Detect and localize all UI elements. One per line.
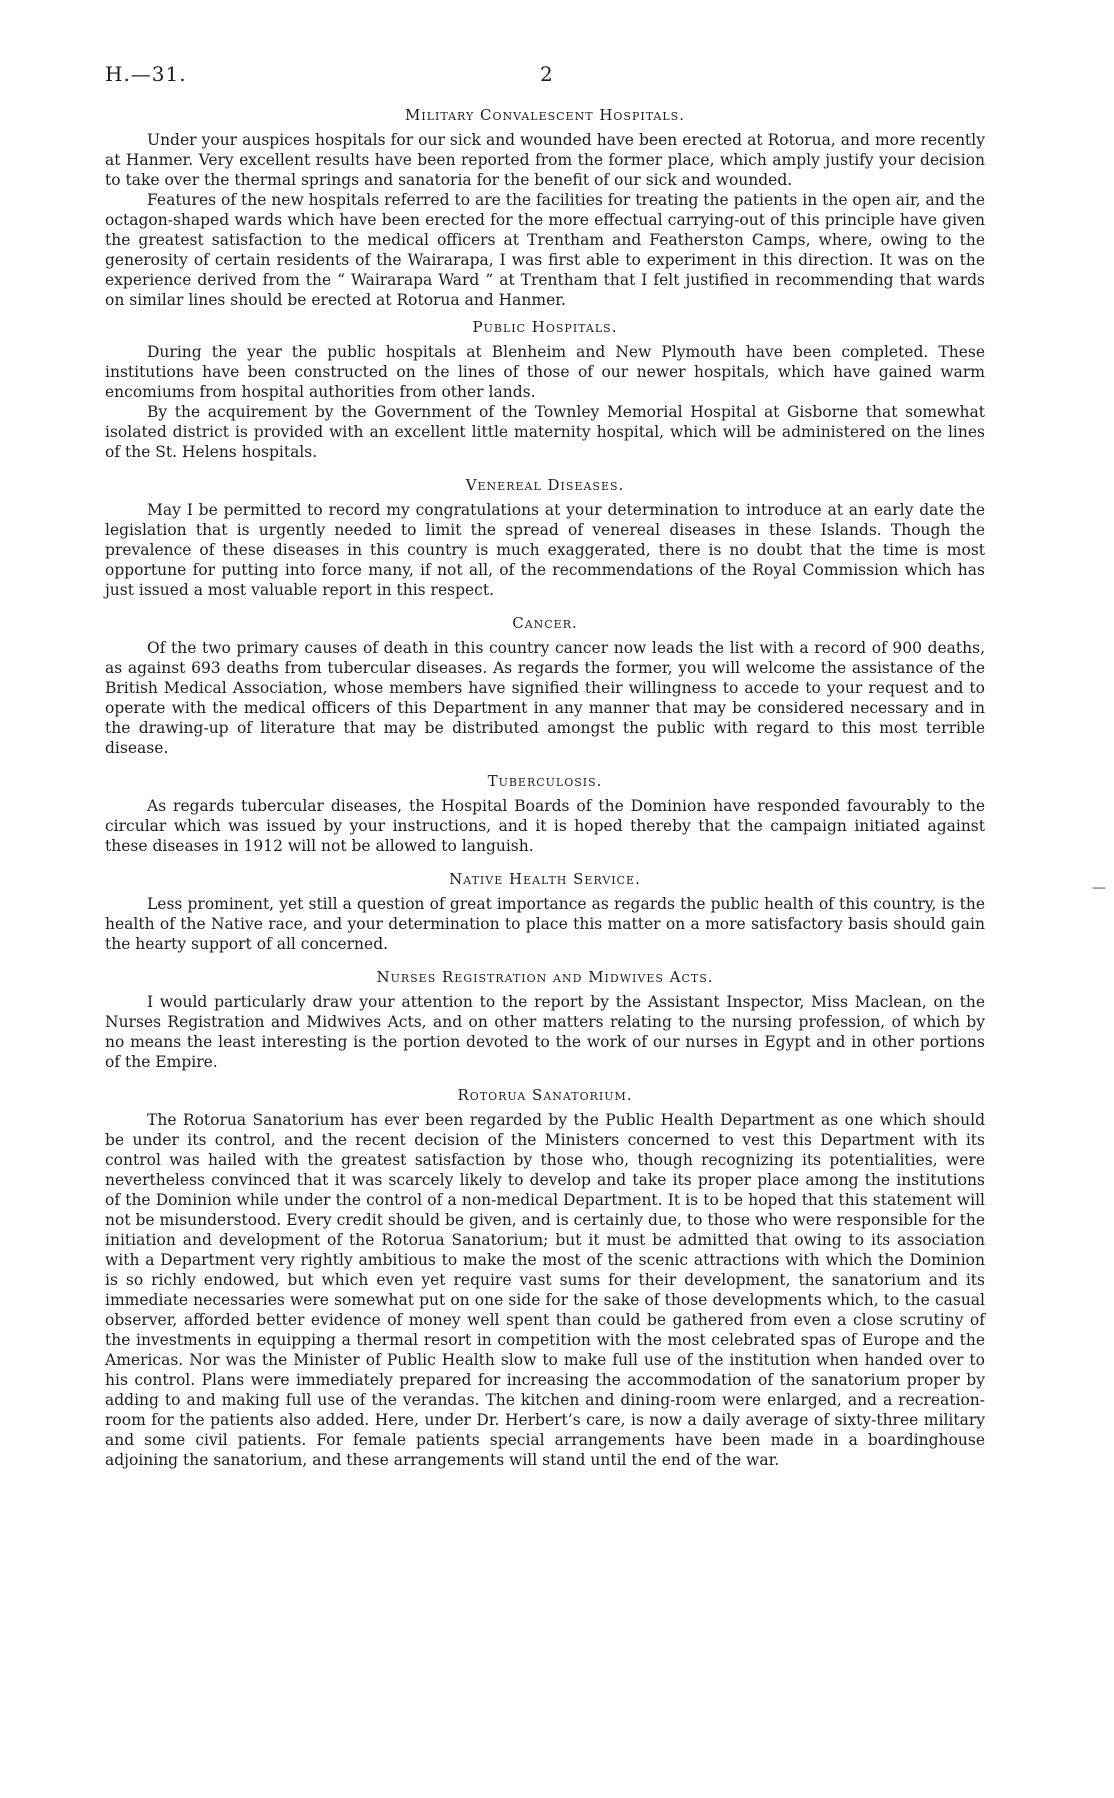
section-heading: Nurses Registration and Midwives Acts.	[376, 968, 714, 986]
margin-dash-mark: —	[1092, 880, 1106, 896]
section-heading: Native Health Service.	[449, 870, 641, 888]
section-public-hospitals	[105, 318, 985, 462]
section-venereal-diseases	[105, 476, 985, 600]
page-number: 2	[540, 62, 553, 86]
section-heading: Venereal Diseases.	[465, 476, 625, 494]
paragraph: I would particularly draw your attention to the report by the Assistant Inspector, Miss Maclean, on the Nurses Registration and Midwives Acts, and on other matters relating to the nursing profession, of which by no means the least interesting is the portion devoted to the work of our nurses in Egypt and in other portions of the Empire.	[105, 993, 985, 1071]
section-native-health-service	[105, 870, 985, 954]
section-heading: Rotorua Sanatorium.	[457, 1086, 633, 1104]
paragraph: By the acquirement by the Government of the Townley Memorial Hospital at Gisborne that somewhat isolated district is provided with an excellent little maternity hospital, which will be administered on the lines of the St. Helens hospitals.	[105, 403, 985, 461]
paragraph: As regards tubercular diseases, the Hospital Boards of the Dominion have responded favourably to the circular which was issued by your instructions, and it is hoped thereby that the campaign initiated against these diseases in 1912 will not be allowed to languish.	[105, 797, 985, 855]
document-reference: H.—31.	[105, 62, 187, 86]
section-nurses-registration	[105, 968, 985, 1072]
paragraph: May I be permitted to record my congratulations at your determination to introduce at an early date the legislation that is urgently needed to limit the spread of venereal diseases in these Islands. Though the prevalence of these diseases in this country is much exaggerated, there is no doubt that the time is most opportune for putting into force many, if not all, of the recommendations of the Royal Commission which has just issued a most valuable report in this respect.	[105, 501, 985, 599]
document-page	[105, 62, 985, 1470]
paragraph: The Rotorua Sanatorium has ever been regarded by the Public Health Department as one which should be under its control, and the recent decision of the Ministers concerned to vest this Department with its control was hailed with the greatest satisfaction by those who, though recognizing its potentialities, were nevertheless convinced that it was scarcely likely to develop and take its proper place among the institutions of the Dominion while under the control of a non-medical Department. It is to be hoped that this statement will not be misunderstood. Every credit should be given, and is certainly due, to those who were responsible for the initiation and development of the Rotorua Sanatorium; but it must be admitted that owing to its association with a Department very rightly ambitious to make the most of the scenic attractions with which the Dominion is so richly endowed, but which even yet require vast sums for their development, the sanatorium and its immediate necessaries were somewhat put on one side for the sake of those developments which, to the casual observer, afforded better evidence of money well spent than could be gathered from even a close scrutiny of the investments in equipping a thermal resort in competition with the most celebrated spas of Europe and the Americas. Nor was the Minister of Public Health slow to make full use of the institution when handed over to his control. Plans were immediately prepared for increasing the accommodation of the sanatorium proper by adding to and making full use of the verandas. The kitchen and dining-room were enlarged, and a recreation-room for the patients also added. Here, under Dr. Herbert’s care, is now a daily average of sixty-three military and some civil patients. For female patients special arrangements have been made in a boardinghouse adjoining the sanatorium, and these arrangements will stand until the end of the war.	[105, 1111, 985, 1469]
paragraph: Under your auspices hospitals for our sick and wounded have been erected at Rotorua, and more recently at Hanmer. Very excellent results have been reported from the former place, which amply justify your decision to take over the thermal springs and sanatoria for the benefit of our sick and wounded.	[105, 131, 985, 189]
paragraph: Less prominent, yet still a question of great importance as regards the public health of this country, is the health of the Native race, and your determination to place this matter on a more satisfactory basis should gain the hearty support of all concerned.	[105, 895, 985, 953]
section-heading: Tuberculosis.	[487, 772, 603, 790]
section-tuberculosis	[105, 772, 985, 856]
section-heading: Cancer.	[512, 614, 578, 632]
section-cancer	[105, 614, 985, 758]
section-military-convalescent-hospitals	[105, 106, 985, 310]
section-rotorua-sanatorium	[105, 1086, 985, 1470]
paragraph: Features of the new hospitals referred to are the facilities for treating the patients in the open air, and the octagon-shaped wards which have been erected for the more effectual carrying-out of this principle have given the greatest satisfaction to the medical officers at Trentham and Featherston Camps, where, owing to the generosity of certain residents of the Wairarapa, I was first able to experiment in this direction. It was on the experience derived from the “ Wairarapa Ward ” at Trentham that I felt justified in recommending that wards on similar lines should be erected at Rotorua and Hanmer.	[105, 191, 985, 309]
paragraph: During the year the public hospitals at Blenheim and New Plymouth have been completed. These institutions have been constructed on the lines of those of our newer hospitals, which have gained warm encomiums from hospital authorities from other lands.	[105, 343, 985, 401]
section-heading: Public Hospitals.	[472, 318, 618, 336]
paragraph: Of the two primary causes of death in this country cancer now leads the list with a record of 900 deaths, as against 693 deaths from tubercular diseases. As regards the former, you will welcome the assistance of the British Medical Association, whose members have signified their willingness to accede to your request and to operate with the medical officers of this Department in any manner that may be considered necessary and in the drawing-up of literature that may be distributed amongst the public with regard to this most terrible disease.	[105, 639, 985, 757]
section-heading: Military Convalescent Hospitals.	[405, 106, 685, 124]
page-header	[105, 62, 985, 98]
